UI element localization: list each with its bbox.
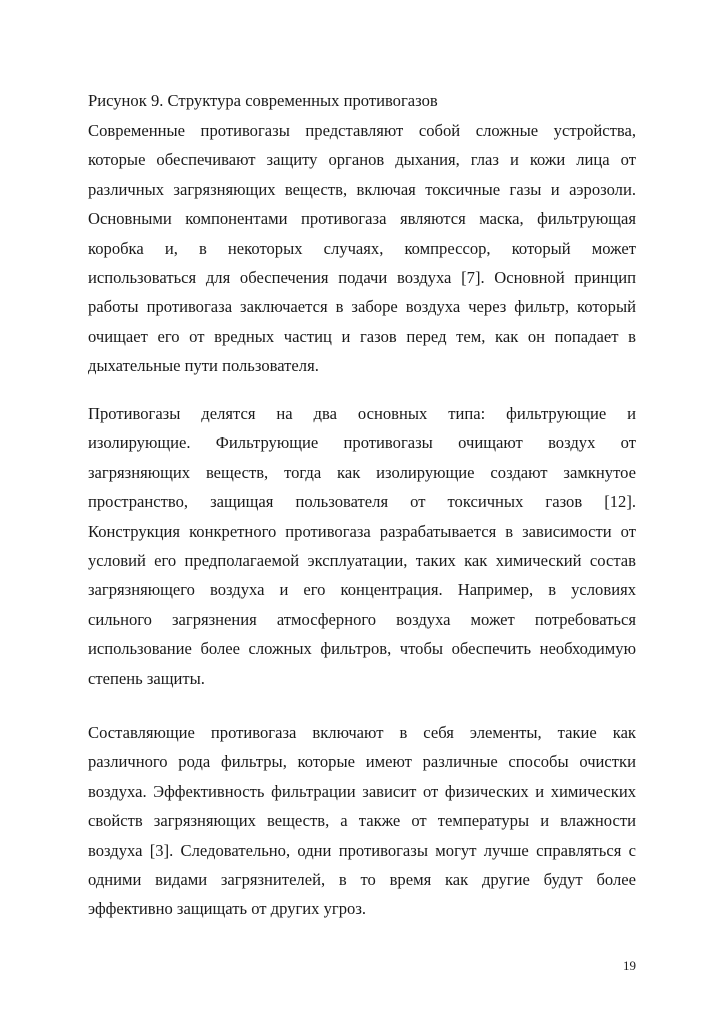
text-line: свойств загрязняющих веществ, а также от температуры и влажности	[88, 811, 636, 831]
text-line: одними видами загрязнителей, в то время как другие будут более	[88, 869, 636, 889]
text-line: Составляющие противогаза включают в себя элементы, такие как	[88, 723, 636, 742]
figure-caption: Рисунок 9. Структура современных противогазов	[88, 91, 438, 110]
text-line: Современные противогазы представляют собой сложные устройства,	[88, 121, 636, 140]
text-line: степень защиты.	[88, 668, 205, 688]
text-line: изолирующие. Фильтрующие противогазы очищают воздух от	[88, 433, 636, 453]
text-line: воздуха [3]. Следовательно, одни противогазы могут лучше справляться с	[88, 840, 636, 860]
text-line: загрязняющего воздуха и его концентрация. Например, в условиях	[88, 580, 636, 600]
text-line: загрязняющих веществ, тогда как изолирующие создают замкнутое	[88, 462, 636, 482]
text-line: использоваться для обеспечения подачи воздуха [7]. Основной принцип	[88, 267, 636, 287]
text-line: использование более сложных фильтров, чтобы обеспечить необходимую	[88, 639, 636, 659]
paragraph-1	[88, 116, 636, 381]
text-line: различного рода фильтры, которые имеют различные способы очистки	[88, 752, 636, 772]
text-line: Основными компонентами противогаза являются маска, фильтрующая	[88, 209, 636, 229]
text-line: дыхательные пути пользователя.	[88, 356, 319, 376]
paragraph-2	[88, 399, 636, 693]
text-line: которые обеспечивают защиту органов дыхания, глаз и кожи лица от	[88, 150, 636, 170]
text-line: очищает его от вредных частиц и газов перед тем, как он попадает в	[88, 326, 636, 346]
text-line: условий его предполагаемой эксплуатации, таких как химический состав	[88, 550, 636, 570]
text-line: пространство, защищая пользователя от токсичных газов [12].	[88, 492, 636, 512]
text-line: коробка и, в некоторых случаях, компрессор, который может	[88, 238, 636, 258]
text-line: эффективно защищать от других угроз.	[88, 899, 367, 919]
text-line: сильного загрязнения атмосферного воздуха может потребоваться	[88, 609, 636, 629]
page-number: 19	[623, 958, 636, 973]
text-line: Конструкция конкретного противогаза разрабатывается в зависимости от	[88, 521, 636, 541]
text-line: различных загрязняющих веществ, включая токсичные газы и аэрозоли.	[88, 179, 636, 199]
text-line: воздуха. Эффективность фильтрации зависит от физических и химических	[88, 781, 636, 801]
text-line: Противогазы делятся на два основных типа: фильтрующие и	[88, 404, 636, 423]
paragraph-3	[88, 718, 636, 924]
text-line: работы противогаза заключается в заборе воздуха через фильтр, который	[88, 297, 636, 317]
